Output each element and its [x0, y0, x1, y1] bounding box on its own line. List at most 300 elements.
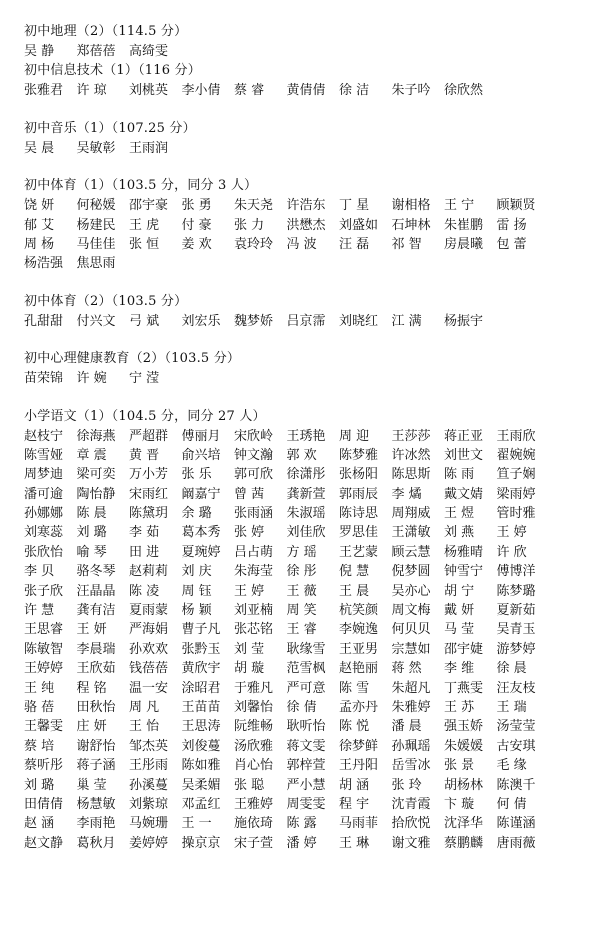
person-name: 管时雅: [496, 506, 536, 522]
name-row: [24, 601, 587, 620]
person-name: 唐雨薇: [496, 835, 536, 851]
person-name: 龚有洁: [76, 603, 116, 619]
person-name: 马佳佳: [76, 236, 116, 252]
name-row: [24, 235, 587, 254]
person-name: 钟文瀚: [234, 447, 274, 463]
person-name: 王 纯: [24, 680, 55, 696]
person-name: 谢舒怡: [76, 738, 116, 754]
person-name: 刘 庆: [181, 564, 212, 580]
name-row: [24, 717, 587, 736]
person-name: 张子欣: [24, 583, 64, 599]
person-name: 郭 欢: [286, 447, 317, 463]
name-row: [24, 659, 587, 678]
person-name: 王彤雨: [129, 758, 169, 774]
name-row: [24, 737, 587, 756]
person-name: 王雨润: [129, 140, 169, 156]
person-name: 陈 雨: [444, 467, 475, 483]
person-name: 陈诗思: [339, 506, 379, 522]
person-name: 王亚男: [339, 641, 379, 657]
person-name: 陈澳千: [496, 777, 536, 793]
name-row: [24, 312, 587, 331]
person-name: 章 震: [76, 447, 107, 463]
person-name: 倪 慧: [339, 564, 370, 580]
person-name: 王雨欣: [496, 428, 536, 444]
person-name: 严海娟: [129, 622, 169, 638]
person-name: 潘 晨: [391, 719, 422, 735]
person-name: 焦思雨: [76, 256, 116, 272]
person-name: 朱媛媛: [444, 738, 484, 754]
person-name: 朱淑瑶: [286, 506, 326, 522]
person-name: 张雨涵: [234, 506, 274, 522]
person-name: 顾颖贤: [496, 198, 536, 214]
person-name: 杨慧敏: [76, 796, 116, 812]
person-name: 孙珮瑶: [391, 738, 431, 754]
name-row: [24, 814, 587, 833]
person-name: 胡 宁: [444, 583, 475, 599]
person-name: 刘俊蔓: [181, 738, 221, 754]
section: [24, 349, 587, 388]
section: [24, 176, 587, 274]
person-name: 朱天尧: [234, 198, 274, 214]
person-name: 宁 滢: [129, 371, 160, 387]
person-name: 耿听怡: [286, 719, 326, 735]
person-name: 陈谨涵: [496, 816, 536, 832]
section: [24, 61, 587, 100]
section-heading: 初中心理健康教育（2）（103.5 分）: [24, 351, 241, 367]
person-name: 于雅凡: [234, 680, 274, 696]
person-name: 许 慧: [24, 603, 55, 619]
name-row: [24, 795, 587, 814]
person-name: 宋雨红: [129, 486, 169, 502]
person-name: 傅丽月: [181, 428, 221, 444]
person-name: 汪 磊: [339, 236, 370, 252]
person-name: 陈 雪: [339, 680, 370, 696]
person-name: 王婷婷: [24, 661, 64, 677]
person-name: 丁 星: [339, 198, 370, 214]
person-name: 庄 妍: [76, 719, 107, 735]
person-name: 刘盛如: [339, 217, 379, 233]
person-name: 杨振宇: [444, 313, 484, 329]
person-name: 陈黛玥: [129, 506, 169, 522]
person-name: 宋欣岭: [234, 428, 274, 444]
person-name: 拾欣悦: [391, 816, 431, 832]
name-row: [24, 834, 587, 853]
person-name: 王 婷: [234, 583, 265, 599]
person-name: 王馨雯: [24, 719, 64, 735]
person-name: 卞 璇: [444, 796, 475, 812]
person-name: 刘 燕: [444, 525, 475, 541]
person-name: 郭梓萱: [286, 758, 326, 774]
person-name: 黄 晋: [129, 447, 160, 463]
section: [24, 407, 587, 854]
person-name: 赵枝宁: [24, 428, 64, 444]
person-name: 王 瑞: [496, 699, 527, 715]
person-name: 杭笑颜: [339, 603, 379, 619]
person-name: 周 迎: [339, 428, 370, 444]
person-name: 吕占萌: [234, 544, 274, 560]
person-name: 魏梦娇: [234, 313, 274, 329]
person-name: 张 景: [444, 758, 475, 774]
person-name: 何 倩: [496, 796, 527, 812]
name-row: [24, 698, 587, 717]
person-name: 涂昭君: [181, 680, 221, 696]
person-name: 严超群: [129, 428, 169, 444]
person-name: 马 莹: [444, 622, 475, 638]
person-name: 夏新茹: [496, 603, 536, 619]
person-name: 刘 璐: [24, 777, 55, 793]
person-name: 罗思佳: [339, 525, 379, 541]
person-name: 王莎莎: [391, 428, 431, 444]
person-name: 许 欣: [496, 544, 527, 560]
person-name: 袁玲玲: [234, 236, 274, 252]
person-name: 阚嘉宁: [181, 486, 221, 502]
person-name: 范雪枫: [286, 661, 326, 677]
person-name: 丁燕雯: [444, 680, 484, 696]
person-name: 邵宇豪: [129, 198, 169, 214]
person-name: 葛秋月: [76, 835, 116, 851]
person-name: 刘桃英: [129, 83, 169, 99]
person-name: 孙溪蔓: [129, 777, 169, 793]
person-name: 吴 静: [24, 44, 55, 59]
person-name: 洪懋杰: [286, 217, 326, 233]
section-spacer: [24, 274, 587, 292]
person-name: 黄欣宇: [181, 661, 221, 677]
person-name: 王 婷: [496, 525, 527, 541]
person-name: 蒋正亚: [444, 428, 484, 444]
person-name: 何贝贝: [391, 622, 431, 638]
person-name: 李婉逸: [339, 622, 379, 638]
person-name: 张 聪: [234, 777, 265, 793]
person-name: 阮维畅: [234, 719, 274, 735]
person-name: 梁可奕: [76, 467, 116, 483]
person-name: 宗慧如: [391, 641, 431, 657]
person-name: 李 燏: [391, 486, 422, 502]
person-name: 吴柔媚: [181, 777, 221, 793]
section-heading: 小学语文（1）（104.5 分，同分 27 人）: [24, 408, 266, 424]
person-name: 姜婷婷: [129, 835, 169, 851]
person-name: 笪子娴: [496, 467, 536, 483]
person-name: 万小芳: [129, 467, 169, 483]
person-name: 张 乐: [181, 467, 212, 483]
person-name: 石坤林: [391, 217, 431, 233]
person-name: 陈雪娅: [24, 447, 64, 463]
name-row: [24, 485, 587, 504]
person-name: 张 婷: [234, 525, 265, 541]
person-name: 邵宇婕: [444, 641, 484, 657]
person-name: 包 蕾: [496, 236, 527, 252]
person-name: 弓 斌: [129, 313, 160, 329]
name-row: [24, 369, 587, 388]
person-name: 周 杨: [24, 236, 55, 252]
person-name: 张黔玉: [181, 641, 221, 657]
person-name: 房晨曦: [444, 236, 484, 252]
person-name: 赵艳丽: [339, 661, 379, 677]
person-name: 张雅君: [24, 83, 64, 99]
person-name: 施依琦: [234, 816, 274, 832]
person-name: 潘可逾: [24, 486, 64, 502]
person-name: 傅博洋: [496, 564, 536, 580]
person-name: 邹杰英: [129, 738, 169, 754]
person-name: 朱子吟: [391, 83, 431, 99]
person-name: 马雨菲: [339, 816, 379, 832]
person-name: 徐海燕: [76, 428, 116, 444]
person-name: 王 虎: [129, 217, 160, 233]
person-name: 骆冬琴: [76, 564, 116, 580]
person-name: 倪梦圆: [391, 564, 431, 580]
name-row: [24, 465, 587, 484]
person-name: 陈梦璐: [496, 583, 536, 599]
person-name: 刘佳欣: [286, 525, 326, 541]
person-name: 陶怡静: [76, 486, 116, 502]
name-row: [24, 543, 587, 562]
person-name: 徐 倩: [286, 699, 317, 715]
section: [24, 119, 587, 158]
person-name: 朱雅婷: [391, 699, 431, 715]
person-name: 吴青玉: [496, 622, 536, 638]
person-name: 张欣怡: [24, 544, 64, 560]
person-name: 骆 蓓: [24, 699, 55, 715]
person-name: 郁 艾: [24, 217, 55, 233]
name-row: [24, 504, 587, 523]
person-name: 付 豪: [181, 217, 212, 233]
person-name: 胡 涵: [339, 777, 370, 793]
person-name: 曾 茜: [234, 486, 265, 502]
person-name: 严小慧: [286, 777, 326, 793]
person-name: 翟婉婉: [496, 447, 536, 463]
person-name: 郭可欣: [234, 467, 274, 483]
person-name: 曹子凡: [181, 622, 221, 638]
person-name: 王思睿: [24, 622, 64, 638]
name-row: [24, 254, 587, 273]
section-spacer: [24, 389, 587, 407]
person-name: 严可意: [286, 680, 326, 696]
section-spacer: [24, 158, 587, 176]
person-name: 朱崔鹏: [444, 217, 484, 233]
person-name: 陈思斯: [391, 467, 431, 483]
person-name: 张 恒: [129, 236, 160, 252]
person-name: 吴敏彰: [76, 140, 116, 156]
person-name: 吕京霈: [286, 313, 326, 329]
person-name: 周 笑: [286, 603, 317, 619]
person-name: 刘 莹: [234, 641, 265, 657]
name-row: [24, 196, 587, 215]
person-name: 杨浩强: [24, 256, 64, 272]
person-name: 周梦迪: [24, 467, 64, 483]
name-row: [24, 562, 587, 581]
person-name: 邓孟红: [181, 796, 221, 812]
person-name: 赵莉莉: [129, 564, 169, 580]
person-name: 程 铭: [76, 680, 107, 696]
person-name: 田倩倩: [24, 796, 64, 812]
person-name: 蔡 培: [24, 738, 55, 754]
name-row: [24, 756, 587, 775]
person-name: 朱海莹: [234, 564, 274, 580]
person-name: 周雯雯: [286, 796, 326, 812]
person-name: 江 满: [391, 313, 422, 329]
person-name: 张 玲: [391, 777, 422, 793]
person-name: 王 苏: [444, 699, 475, 715]
person-name: 王 怡: [129, 719, 160, 735]
person-name: 许 婉: [76, 371, 107, 387]
person-name: 王 妍: [76, 622, 107, 638]
person-name: 王艺蒙: [339, 544, 379, 560]
person-name: 潘 婷: [286, 835, 317, 851]
person-name: 温一安: [129, 680, 169, 696]
person-name: 龚新萱: [286, 486, 326, 502]
section: [24, 22, 587, 61]
name-row: [24, 216, 587, 235]
person-name: 赵 涵: [24, 816, 55, 832]
person-name: 汤莹莹: [496, 719, 536, 735]
person-name: 王雅婷: [234, 796, 274, 812]
person-name: 钱蓓蓓: [129, 661, 169, 677]
person-name: 陈 晨: [76, 506, 107, 522]
name-row: [24, 582, 587, 601]
name-row: [24, 139, 587, 158]
person-name: 方 瑶: [286, 544, 317, 560]
person-name: 王苗苗: [181, 699, 221, 715]
person-name: 冯 波: [286, 236, 317, 252]
person-name: 蒋文雯: [286, 738, 326, 754]
person-name: 谢相格: [391, 198, 431, 214]
person-name: 刘晓红: [339, 313, 379, 329]
person-name: 许冰然: [391, 447, 431, 463]
person-name: 吴亦心: [391, 583, 431, 599]
person-name: 徐 晨: [496, 661, 527, 677]
person-name: 沈泽华: [444, 816, 484, 832]
person-name: 祁 智: [391, 236, 422, 252]
person-name: 苗荣锦: [24, 371, 64, 387]
person-name: 周 钰: [181, 583, 212, 599]
section-heading: 初中体育（1）（103.5 分，同分 3 人）: [24, 178, 258, 194]
person-name: 巢 莹: [76, 777, 107, 793]
person-name: 张杨阳: [339, 467, 379, 483]
person-name: 朱超凡: [391, 680, 431, 696]
name-row: [24, 523, 587, 542]
person-name: 夏雨蒙: [129, 603, 169, 619]
person-name: 谢文雅: [391, 835, 431, 851]
person-name: 刘紫琼: [129, 796, 169, 812]
person-name: 强玉娇: [444, 719, 484, 735]
person-name: 耿缘雪: [286, 641, 326, 657]
person-name: 操京京: [181, 835, 221, 851]
person-name: 马婉珊: [129, 816, 169, 832]
person-name: 刘亚楠: [234, 603, 274, 619]
person-name: 孙欢欢: [129, 641, 169, 657]
person-name: 杨 颖: [181, 603, 212, 619]
person-name: 李 茹: [129, 525, 160, 541]
person-name: 王 睿: [286, 622, 317, 638]
person-name: 孔甜甜: [24, 313, 64, 329]
person-name: 程 宇: [339, 796, 370, 812]
name-row: [24, 776, 587, 795]
person-name: 徐潇彤: [286, 467, 326, 483]
section-heading: 初中信息技术（1）（116 分）: [24, 63, 201, 79]
person-name: 孟亦丹: [339, 699, 379, 715]
person-name: 李小倩: [181, 83, 221, 99]
person-name: 徐欣然: [444, 83, 484, 99]
person-name: 张 勇: [181, 198, 212, 214]
person-name: 许浩东: [286, 198, 326, 214]
person-name: 刘寒蕊: [24, 525, 64, 541]
person-name: 饶 妍: [24, 198, 55, 214]
person-name: 喻 琴: [76, 544, 107, 560]
person-name: 王琇艳: [286, 428, 326, 444]
person-name: 王 薇: [286, 583, 317, 599]
person-name: 孙娜娜: [24, 506, 64, 522]
section: [24, 292, 587, 331]
person-name: 陈 凌: [129, 583, 160, 599]
person-name: 李 维: [444, 661, 475, 677]
person-name: 黄倩倩: [286, 83, 326, 99]
person-name: 戴文婧: [444, 486, 484, 502]
person-name: 周翔威: [391, 506, 431, 522]
person-name: 王 宁: [444, 198, 475, 214]
person-name: 刘 璐: [76, 525, 107, 541]
person-name: 李雨艳: [76, 816, 116, 832]
person-name: 刘世文: [444, 447, 484, 463]
person-name: 王丹阳: [339, 758, 379, 774]
person-name: 周 凡: [129, 699, 160, 715]
person-name: 雷 扬: [496, 217, 527, 233]
person-name: 蔡鹏麟: [444, 835, 484, 851]
person-name: 陈梦雅: [339, 447, 379, 463]
person-name: 田秋怡: [76, 699, 116, 715]
person-name: 蒋 然: [391, 661, 422, 677]
person-name: 沈青霞: [391, 796, 431, 812]
person-name: 张 力: [234, 217, 265, 233]
person-name: 郑蓓蓓: [76, 44, 116, 59]
person-name: 岳雪冰: [391, 758, 431, 774]
section-heading: 初中体育（2）（103.5 分）: [24, 293, 188, 309]
section-spacer: [24, 331, 587, 349]
person-name: 刘宏乐: [181, 313, 221, 329]
person-name: 陈 悦: [339, 719, 370, 735]
person-name: 王 晨: [339, 583, 370, 599]
section-spacer: [24, 101, 587, 119]
person-name: 蔡听彤: [24, 758, 64, 774]
person-name: 蔡 睿: [234, 83, 265, 99]
person-name: 吴 晨: [24, 140, 55, 156]
person-name: 高绮雯: [129, 44, 169, 59]
name-row: [24, 640, 587, 659]
person-name: 戴 妍: [444, 603, 475, 619]
person-name: 王 煜: [444, 506, 475, 522]
person-name: 张芯铭: [234, 622, 274, 638]
person-name: 宋子萱: [234, 835, 274, 851]
person-name: 田 进: [129, 544, 160, 560]
person-name: 李 贝: [24, 564, 55, 580]
person-name: 陈 露: [286, 816, 317, 832]
person-name: 郭雨辰: [339, 486, 379, 502]
section-heading: 初中音乐（1）（107.25 分）: [24, 120, 196, 136]
person-name: 许 琼: [76, 83, 107, 99]
person-name: 胡杨林: [444, 777, 484, 793]
person-name: 刘馨怡: [234, 699, 274, 715]
person-name: 赵文静: [24, 835, 64, 851]
person-name: 李晨瑞: [76, 641, 116, 657]
person-name: 徐 洁: [339, 83, 370, 99]
person-name: 梁雨婷: [496, 486, 536, 502]
person-name: 汪友枝: [496, 680, 536, 696]
section-heading: 初中地理（2）（114.5 分）: [24, 24, 188, 39]
person-name: 游梦婷: [496, 641, 536, 657]
name-row: [24, 446, 587, 465]
name-row: [24, 427, 587, 446]
name-row: [24, 679, 587, 698]
person-name: 周文梅: [391, 603, 431, 619]
person-name: 王 一: [181, 816, 212, 832]
